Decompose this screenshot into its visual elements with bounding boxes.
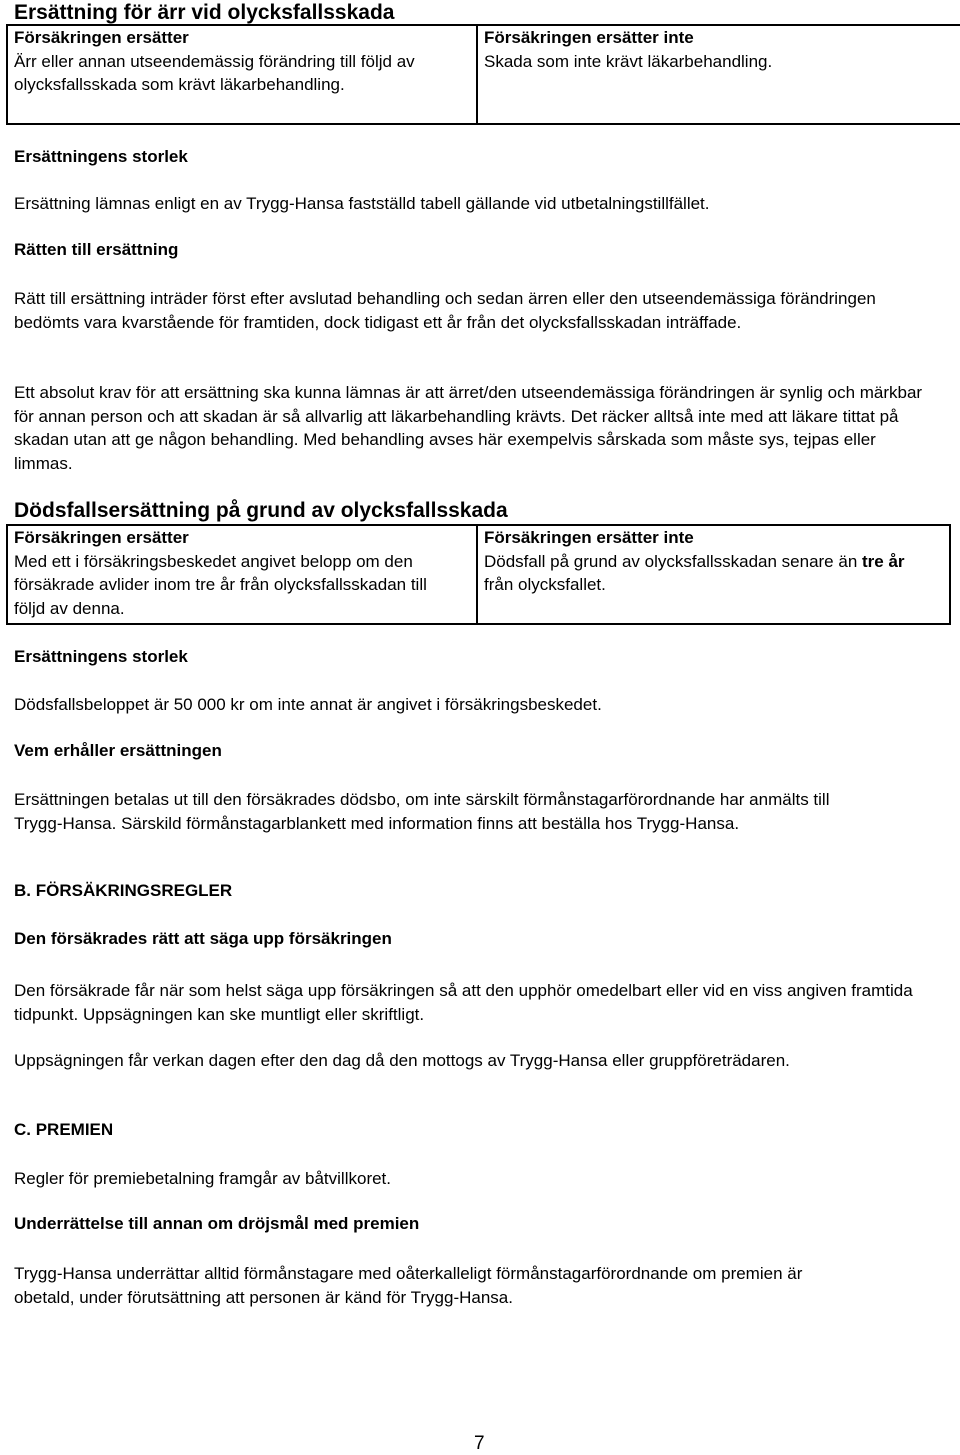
scar-not-covered-heading: Försäkringen ersätter inte	[484, 28, 694, 47]
death-covered-cell	[7, 525, 477, 624]
scar-not-covered-cell	[477, 25, 960, 124]
scar-not-covered-text: Skada som inte krävt läkarbehandling.	[484, 51, 773, 71]
death-covered-heading: Försäkringen ersätter	[14, 528, 189, 547]
scar-right-paragraph-2: Ett absolut krav för att ersättning ska kunna lämnas är att ärret/den utseendemässiga förändringen är synlig och märkbar för annan person och att skadan är så allvarlig att läkarbehandling krävts. Det räcker alltså inte med att läkare tittat på skadan utan att ge någon behandling. Med behandling avses här exempelvis sårskada som måste sys, tejpas eller limmas.	[14, 383, 923, 473]
scar-covered-cell	[7, 25, 477, 124]
death-size-heading: Ersättningens storlek	[14, 647, 188, 666]
scar-section-title: Ersättning för ärr vid olycksfallsskada	[14, 1, 395, 24]
death-section-title: Dödsfallsersättning på grund av olycksfallsskada	[14, 499, 508, 522]
scar-coverage-table	[6, 24, 960, 125]
premium-text: Regler för premiebetalning framgår av båtvillkoret.	[14, 1169, 392, 1188]
scar-size-heading: Ersättningens storlek	[14, 147, 188, 166]
premium-notice-text: Trygg-Hansa underrättar alltid förmånstagare med oåterkalleligt förmånstagarförordnande om premien är obetald, under förutsättning att personen är känd för Trygg-Hansa.	[14, 1264, 803, 1307]
scar-covered-heading: Försäkringen ersätter	[14, 28, 189, 47]
death-not-covered-cell	[477, 525, 950, 624]
death-recipient-text: Ersättningen betalas ut till den försäkrades dödsbo, om inte särskilt förmånstagarförordnande har anmälts till Trygg-Hansa. Särskild förmånstagarblankett med information finns att beställa hos Trygg-Hansa.	[14, 790, 830, 833]
death-not-covered-text-pre: Dödsfall på grund av olycksfallsskadan senare än	[484, 551, 862, 571]
scar-covered-text: Ärr eller annan utseendemässig förändring till följd av olycksfallsskada som krävt läkarbehandling.	[14, 51, 415, 94]
rules-cancel-paragraph-2: Uppsägningen får verkan dagen efter den dag då den mottogs av Trygg-Hansa eller gruppföreträdaren.	[14, 1051, 790, 1070]
death-not-covered-text-bold: tre år	[862, 551, 905, 571]
rules-section-title: B. FÖRSÄKRINGSREGLER	[14, 881, 233, 900]
scar-size-text: Ersättning lämnas enligt en av Trygg-Hansa fastställd tabell gällande vid utbetalningstillfället.	[14, 194, 710, 213]
death-size-text: Dödsfallsbeloppet är 50 000 kr om inte annat är angivet i försäkringsbeskedet.	[14, 695, 602, 714]
death-coverage-table	[6, 524, 951, 625]
scar-right-paragraph-1: Rätt till ersättning inträder först efter avslutad behandling och sedan ärren eller den utseendemässiga förändringen bedömts vara kvarstående för framtiden, dock tidigast ett år från det olycksfallsskadan inträffade.	[14, 289, 876, 332]
rules-cancel-heading: Den försäkrades rätt att säga upp försäkringen	[14, 929, 392, 948]
rules-cancel-paragraph-1: Den försäkrade får när som helst säga upp försäkringen så att den upphör omedelbart eller vid en viss angiven framtida tidpunkt. Uppsägningen kan ske muntligt eller skriftligt.	[14, 981, 913, 1024]
death-not-covered-heading: Försäkringen ersätter inte	[484, 528, 694, 547]
death-not-covered-text	[484, 550, 924, 597]
page-number: 7	[474, 1433, 485, 1454]
death-recipient-heading: Vem erhåller ersättningen	[14, 741, 222, 760]
premium-section-title: C. PREMIEN	[14, 1120, 114, 1139]
scar-right-heading: Rätten till ersättning	[14, 240, 179, 259]
death-covered-text: Med ett i försäkringsbeskedet angivet belopp om den försäkrade avlider inom tre år från olycksfallsskadan till följd av denna.	[14, 551, 427, 618]
death-not-covered-text-post: från olycksfallet.	[484, 575, 606, 594]
premium-notice-heading: Underrättelse till annan om dröjsmål med premien	[14, 1214, 420, 1233]
